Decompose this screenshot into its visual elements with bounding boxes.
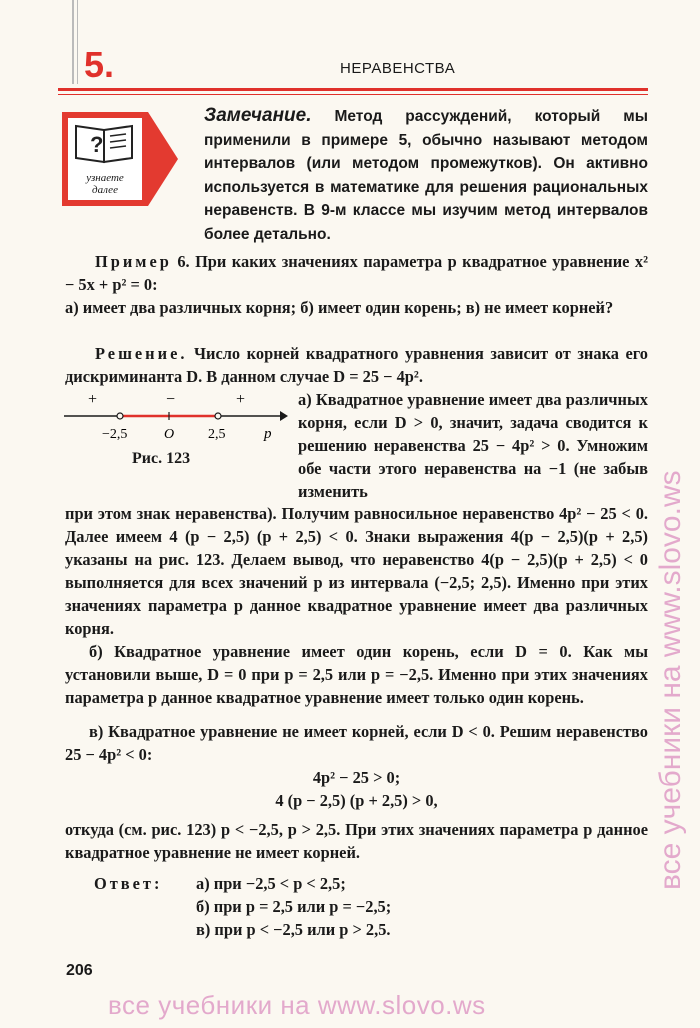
equation-1: 4p² − 25 > 0; <box>312 768 401 787</box>
book-icon <box>68 118 142 170</box>
axis-arrow <box>280 411 288 421</box>
bottom-watermark: все учебники на www.slovo.ws <box>108 990 486 1020</box>
solution-part-b: б) Квадратное уравнение имеет один корень, если D = 0. Как мы установили выше, D = 0 при p = 2,5 или p = −2,5. Именно при этих значениях параметра p данное квадратное уравнение имеет только один корень. <box>65 642 648 707</box>
answer-b: б) при p = 2,5 или p = −2,5; <box>196 897 392 916</box>
solution-part-a: при этом знак неравенства). Получим равносильное неравенство 4p² − 25 < 0. Далее имеем 4 (p − 2,5) (p + 2,5) < 0. Знаки выражения 4(p − 2,5)(p + 2,5) указаны на рис. 123. Делаем вывод, что неравенство 4(p − 2,5)(p + 2,5) < 0 выполняется для всех значений p из интервала (−2,5; 2,5). Именно при этих значениях параметра p данное квадратное уравнение имеет два различных корня. <box>65 504 648 638</box>
solution-label: Решение. <box>95 344 188 363</box>
side-watermark <box>650 120 690 900</box>
page-number: 206 <box>66 962 93 979</box>
solution-part-a-wrap: а) Квадратное уравнение имеет два различных корня, если D > 0, значит, задача сводится к решению неравенства 25 − 4p² > 0. Умножим обе части этого неравенства на −1 (не забыв изменить <box>298 390 648 501</box>
sign-label: + <box>236 391 246 408</box>
header-rule <box>58 94 648 95</box>
remark-title: Замечание. <box>204 105 312 126</box>
svg-text:все учебники на www.slovo.ws: все учебники на www.slovo.ws <box>654 470 687 890</box>
sign-label: − <box>166 391 176 408</box>
header-rule <box>58 88 648 91</box>
tick-label: −2,5 <box>102 427 128 442</box>
remark-paragraph: Замечание. Метод рассуждений, который мы применили в примере 5, обычно называют методом интервалов (или методом промежутков). Он активно используется в математике для решения рациональных неравенств. В 9-м классе мы изучим метод интервалов более детально. <box>204 105 648 243</box>
chapter-number: 5. <box>84 44 115 85</box>
arrow-icon <box>148 112 178 206</box>
tick-label: 2,5 <box>208 427 226 442</box>
solution-part-c-rest: откуда (см. рис. 123) p < −2,5, p > 2,5. При этих значениях параметра p данное квадратное уравнение не имеет корней. <box>65 820 648 862</box>
chapter-title: НЕРАВЕНСТВА <box>340 60 456 77</box>
figure-caption: Рис. 123 <box>132 450 191 467</box>
sign-label: + <box>88 391 98 408</box>
example-paragraph: Пример 6. При каких значениях параметра p квадратное уравнение x² − 5x + p² = 0: <box>65 252 648 294</box>
solution-intro: Решение. Число корней квадратного уравнения зависит от знака его дискриминанта D. В данном случае D = 25 − 4p². <box>65 344 648 386</box>
answer-c: в) при p < −2,5 или p > 2,5. <box>196 920 391 939</box>
example-label: Пример <box>95 252 172 271</box>
svg-text:?: ? <box>90 132 104 157</box>
example-parts: а) имеет два различных корня; б) имеет один корень; в) не имеет корней? <box>65 298 614 317</box>
icon-caption: узнаете далее <box>86 172 124 196</box>
solution-part-c: в) Квадратное уравнение не имеет корней, если D < 0. Решим неравенство 25 − 4p² < 0: <box>65 722 648 764</box>
open-point-right <box>215 413 221 419</box>
answer-label: Ответ: <box>94 874 163 893</box>
learn-more-book-icon <box>62 112 148 206</box>
open-point-left <box>117 413 123 419</box>
equation-2: 4 (p − 2,5) (p + 2,5) > 0, <box>275 791 438 810</box>
answer-a: а) при −2,5 < p < 2,5; <box>196 874 346 893</box>
tick-label: O <box>164 427 175 442</box>
margin-line <box>77 0 78 84</box>
axis-label: p <box>264 426 272 442</box>
margin-line <box>72 0 74 84</box>
